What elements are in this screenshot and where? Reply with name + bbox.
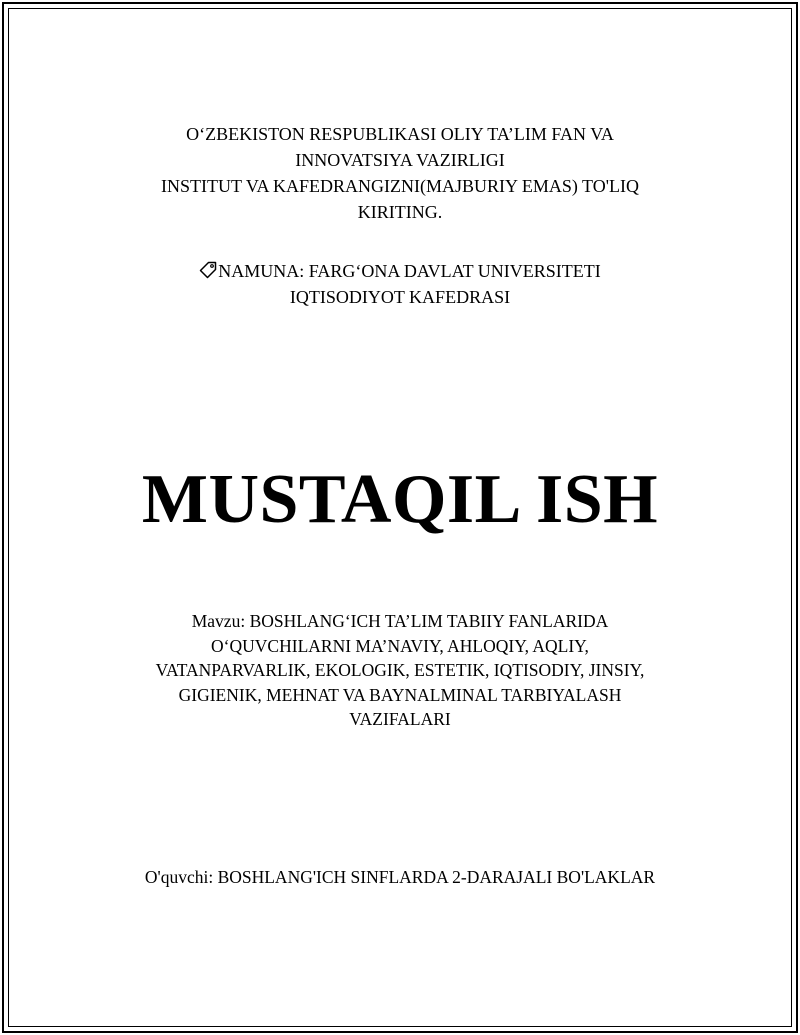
topic-line: VATANPARVARLIK, EKOLOGIK, ESTETIK, IQTISODIY, JINSIY, (155, 660, 645, 680)
tag-icon (199, 260, 217, 278)
ministry-line: INNOVATSIYA VAZIRLIGI (295, 150, 505, 170)
ministry-header (0, 121, 800, 225)
topic-line: O‘QUVCHILARNI MA’NAVIY, AHLOQIY, AQLIY, (211, 635, 589, 656)
document-title: MUSTAQIL ISH (141, 461, 659, 538)
student-line: O'quvchi: BOSHLANG'ICH SINFLARDA 2-DARAJALI BO'LAKLAR (144, 867, 656, 887)
sample-institution (0, 258, 800, 310)
ministry-line: O‘ZBEKISTON RESPUBLIKASI OLIY TA’LIM FAN VA (186, 124, 614, 144)
sample-university: NAMUNA: FARG‘ONA DAVLAT UNIVERSITETI (218, 261, 601, 281)
topic-block (0, 609, 800, 732)
topic-line: Mavzu: BOSHLANG‘ICH TA’LIM TABIIY FANLARIDA (191, 611, 609, 631)
topic-line: VAZIFALARI (349, 709, 451, 729)
topic-line: GIGIENIK, MEHNAT VA BAYNALMINAL TARBIYALASH (178, 684, 622, 705)
sample-department: IQTISODIYOT KAFEDRASI (289, 287, 511, 307)
ministry-line: INSTITUT VA KAFEDRANGIZNI(MAJBURIY EMAS) TO'LIQ (161, 176, 639, 196)
ministry-line: KIRITING. (357, 202, 443, 222)
sample-line-1 (0, 258, 800, 284)
